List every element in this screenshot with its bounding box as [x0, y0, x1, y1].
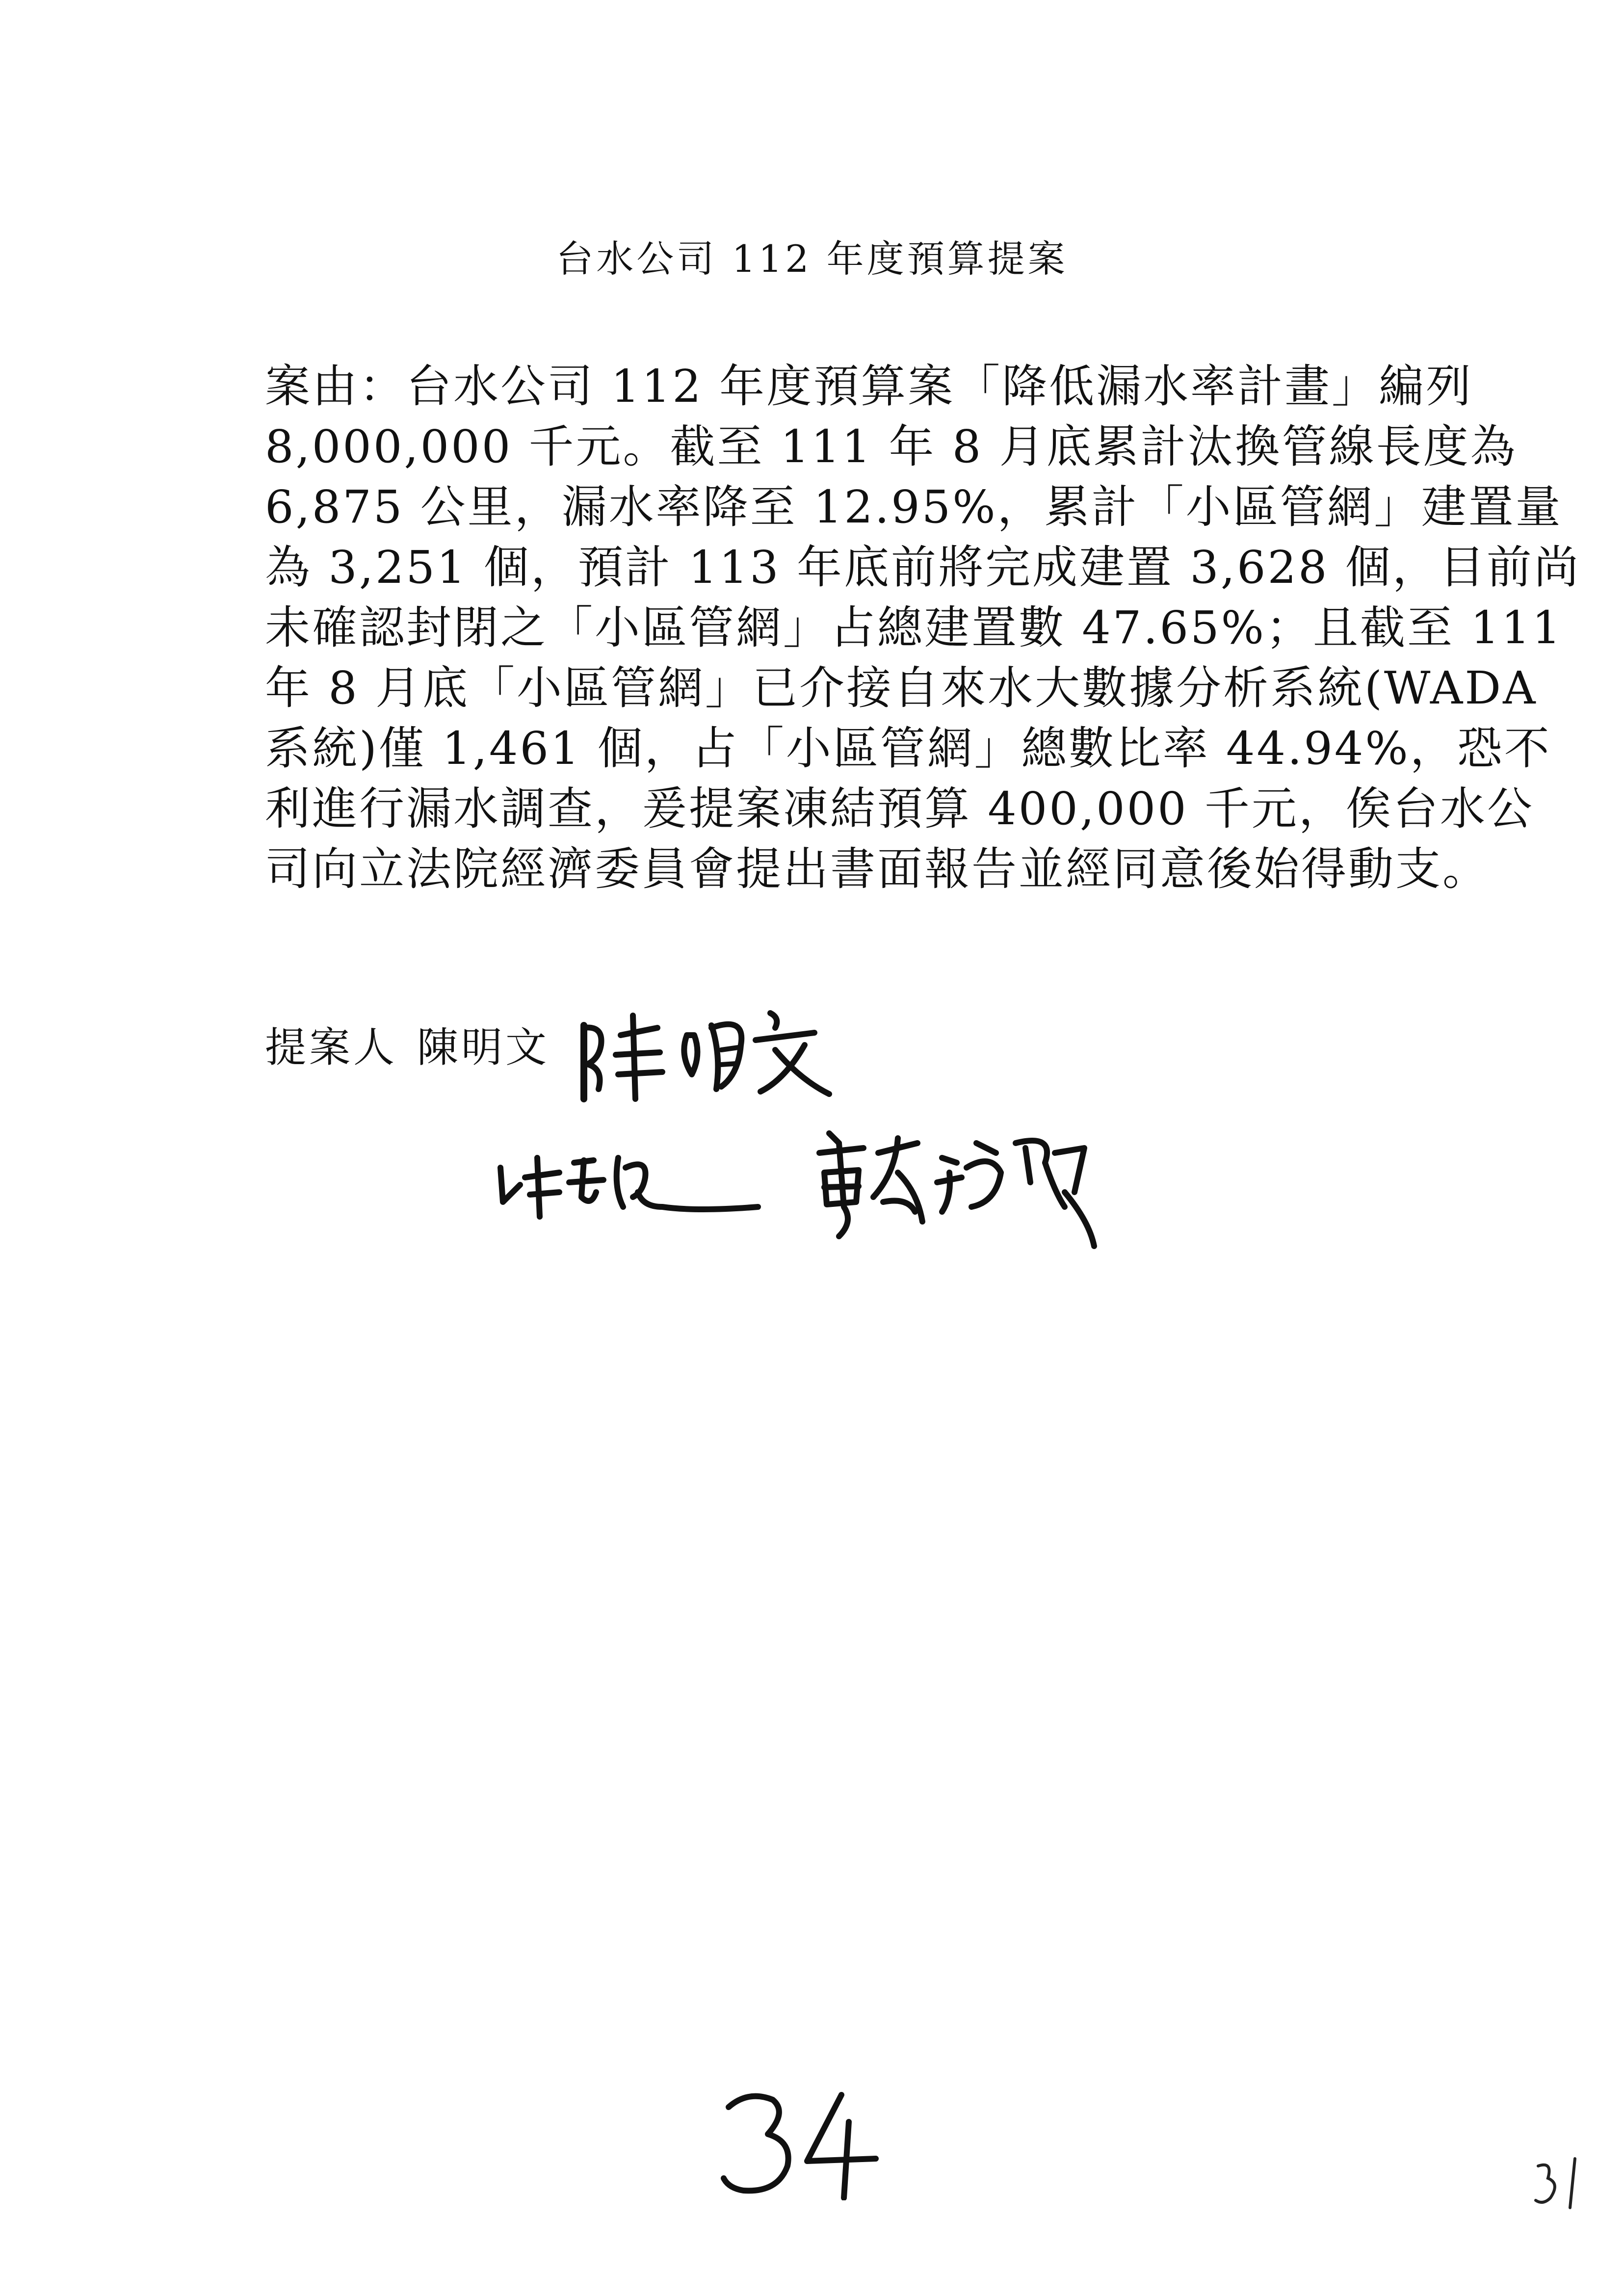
body-line: 系統)僅 1,461 個，占「小區管網」總數比率 44.94%，恐不 [265, 722, 1551, 775]
signature-huang-hsiufang [810, 1123, 1104, 1251]
proposer-line [265, 1020, 550, 1074]
body-line: 年 8 月底「小區管網」已介接自來水大數據分析系統(WADA [265, 662, 1538, 714]
body-line: 利進行漏水調查，爰提案凍結預算 400,000 千元，俟台水公 [265, 783, 1534, 835]
body-line: 8,000,000 千元。截至 111 年 8 月底累計汰換管線長度為 [265, 420, 1518, 473]
corner-page-mark [1531, 2154, 1590, 2213]
proposer-label: 提案人 [265, 1023, 398, 1071]
body-line: 司向立法院經濟委員會提出書面報告並經同意後始得動支。 [265, 843, 1490, 895]
proposer-name: 陳明文 [417, 1023, 550, 1071]
signature-chen-peiyu [491, 1138, 765, 1236]
body-line: 案由：台水公司 112 年度預算案「降低漏水率計畫」編列 [265, 360, 1473, 413]
handwritten-page-number [719, 2087, 886, 2200]
body-line: 未確認封閉之「小區管網」占總建置數 47.65%；且截至 111 [265, 601, 1563, 654]
proposal-body [265, 356, 1581, 899]
signature-chen-mingwen [574, 1006, 849, 1104]
body-line: 為 3,251 個，預計 113 年底前將完成建置 3,628 個，目前尚 [265, 541, 1581, 594]
document-title: 台水公司 112 年度預算提案 [556, 237, 1068, 281]
body-line: 6,875 公里，漏水率降至 12.95%，累計「小區管網」建置量 [265, 481, 1563, 533]
